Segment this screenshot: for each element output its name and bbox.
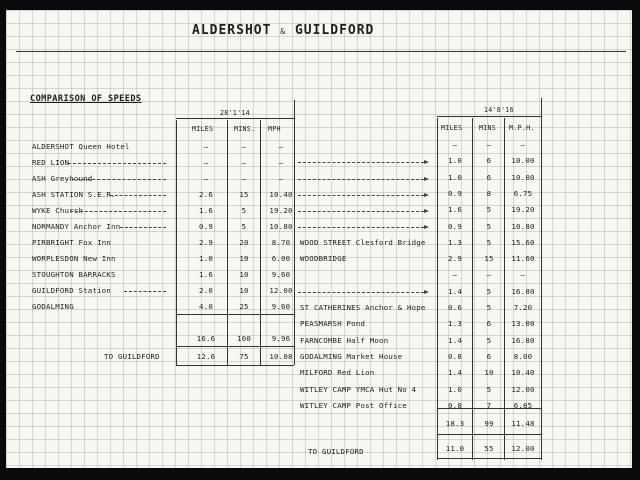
right-row-mins: 6 bbox=[486, 319, 492, 328]
left-row-leader bbox=[124, 291, 166, 292]
right-total-mins: 99 bbox=[484, 419, 494, 428]
right-row-mins: 5 bbox=[486, 222, 492, 231]
connector-arrowhead bbox=[424, 177, 429, 181]
left-bottom-rule bbox=[176, 365, 294, 366]
right-row-mph: 6.75 bbox=[513, 189, 533, 198]
left-row-place: ALDERSHOT Queen Hotel bbox=[32, 142, 130, 151]
connector-arrowhead bbox=[424, 193, 429, 197]
right-row-mph: 19.20 bbox=[511, 205, 535, 214]
right-row-miles: 1.4 bbox=[448, 368, 462, 377]
connector-dash bbox=[298, 292, 424, 293]
right-row-mph: 11.60 bbox=[511, 254, 535, 263]
right-bottom-rule bbox=[437, 458, 541, 459]
right-row-mins: 6 bbox=[486, 156, 492, 165]
right-row-place: WOOD STREET Clesford Bridge bbox=[300, 238, 426, 247]
right-row-mins: 5 bbox=[486, 238, 492, 247]
left-row-leader bbox=[68, 163, 166, 164]
left-total-mins: 100 bbox=[237, 334, 251, 343]
right-row-mins: 6 bbox=[486, 352, 492, 361]
left-row-mph: – bbox=[278, 174, 284, 183]
left-row-miles: 1.6 bbox=[199, 206, 213, 215]
left-row-miles: 1.0 bbox=[199, 254, 213, 263]
left-row-leader bbox=[70, 211, 166, 212]
left-row-miles: – bbox=[203, 142, 209, 151]
graph-paper-page bbox=[6, 10, 632, 468]
left-row-place: STOUGHTON BARRACKS bbox=[32, 270, 116, 279]
right-row-miles: 1.4 bbox=[448, 336, 462, 345]
right-row-mins: 7 bbox=[486, 401, 492, 410]
left-row-mph: – bbox=[278, 142, 284, 151]
left-row-place: ASH STATION S.E.R. bbox=[32, 190, 116, 199]
right-row-mph: 7.20 bbox=[513, 303, 533, 312]
left-row-leader bbox=[120, 227, 166, 228]
right-row-mph: 16.80 bbox=[511, 336, 535, 345]
right-row-place: MILFORD Red Lion bbox=[300, 368, 375, 377]
right-row-place: GODALMING Market House bbox=[300, 352, 403, 361]
left-row-mph: 12.00 bbox=[269, 286, 293, 295]
right-row-mins: 5 bbox=[486, 385, 492, 394]
left-row-mph: 9.60 bbox=[271, 270, 291, 279]
right-row-mph: 10.00 bbox=[511, 173, 535, 182]
left-to-guildford-mph: 10.08 bbox=[269, 352, 293, 361]
left-row-leader bbox=[110, 195, 166, 196]
right-row-mph: – bbox=[520, 140, 526, 149]
right-row-miles: 1.0 bbox=[448, 385, 462, 394]
left-row-miles: – bbox=[203, 158, 209, 167]
right-row-place: ST CATHERINES Anchor & Hope bbox=[300, 303, 426, 312]
right-row-place: FARNCOMBE Half Moon bbox=[300, 336, 389, 345]
left-row-mph: – bbox=[278, 158, 284, 167]
left-row-miles: 2.9 bbox=[199, 238, 213, 247]
left-row-mph: 10.80 bbox=[269, 222, 293, 231]
left-row-mph: 9.60 bbox=[271, 302, 291, 311]
right-row-mins: – bbox=[486, 270, 492, 279]
right-header-mins: MINS bbox=[479, 124, 497, 132]
right-row-mins: 15 bbox=[484, 254, 494, 263]
title-origin: ALDERSHOT bbox=[192, 23, 272, 38]
right-row-place: WOODBRIDGE bbox=[300, 254, 347, 263]
title-rule bbox=[16, 51, 626, 52]
left-row-miles: 2.6 bbox=[199, 190, 213, 199]
right-row-miles: 1.6 bbox=[448, 205, 462, 214]
page-title bbox=[192, 23, 374, 38]
connector-arrowhead bbox=[424, 225, 429, 229]
right-header-rule bbox=[437, 116, 541, 117]
left-row-mins: – bbox=[241, 142, 247, 151]
right-to-guildford-mins: 55 bbox=[484, 444, 494, 453]
left-row-mins: 5 bbox=[241, 206, 247, 215]
left-header-mph: MPH bbox=[268, 125, 281, 133]
connector-arrowhead bbox=[424, 209, 429, 213]
left-row-mins: 10 bbox=[239, 270, 249, 279]
left-header-rule bbox=[176, 118, 294, 119]
right-row-miles: 1.0 bbox=[448, 156, 462, 165]
right-row-miles: 0.9 bbox=[448, 222, 462, 231]
left-row-miles: 4.0 bbox=[199, 302, 213, 311]
left-row-mins: – bbox=[241, 158, 247, 167]
right-total-rule bbox=[437, 408, 541, 409]
left-row-miles: 0.9 bbox=[199, 222, 213, 231]
left-row-place: NORMANDY Anchor Inn bbox=[32, 222, 121, 231]
right-col-line bbox=[541, 98, 542, 460]
left-row-place: RED LION bbox=[32, 158, 70, 167]
right-header-mph: M.P.H. bbox=[509, 124, 535, 132]
right-row-miles: – bbox=[452, 270, 458, 279]
right-row-miles: 2.9 bbox=[448, 254, 462, 263]
left-col-line bbox=[294, 100, 295, 365]
right-to-guildford-miles: 11.0 bbox=[445, 444, 465, 453]
right-row-mph: 15.60 bbox=[511, 238, 535, 247]
connector-dash bbox=[298, 227, 424, 228]
left-row-leader bbox=[72, 179, 166, 180]
left-row-place: WORPLESDON New Inn bbox=[32, 254, 116, 263]
right-row-mph: 10.00 bbox=[511, 156, 535, 165]
right-row-miles: 1.0 bbox=[448, 173, 462, 182]
left-row-miles: – bbox=[203, 174, 209, 183]
left-row-mins: 20 bbox=[239, 238, 249, 247]
left-to-guildford-miles: 12.6 bbox=[196, 352, 216, 361]
right-row-mph: 6.85 bbox=[513, 401, 533, 410]
section-heading: COMPARISON OF SPEEDS bbox=[30, 94, 142, 104]
left-col-line bbox=[227, 120, 228, 365]
left-row-place: ASH Greyhound bbox=[32, 174, 93, 183]
left-row-mins: 25 bbox=[239, 302, 249, 311]
right-row-mins: 6 bbox=[486, 173, 492, 182]
connector-dash bbox=[298, 195, 424, 196]
left-header-mins: MINS. bbox=[234, 125, 256, 133]
right-row-mins: 5 bbox=[486, 336, 492, 345]
right-row-miles: 1.3 bbox=[448, 319, 462, 328]
left-date: 28'1'14 bbox=[220, 109, 250, 117]
right-row-miles: 0.9 bbox=[448, 189, 462, 198]
right-row-mph: 13.00 bbox=[511, 319, 535, 328]
right-row-mph: 8.00 bbox=[513, 352, 533, 361]
right-row-mins: 5 bbox=[486, 303, 492, 312]
right-row-miles: 0.8 bbox=[448, 352, 462, 361]
left-row-mph: 8.70 bbox=[271, 238, 291, 247]
right-row-mph: 10.80 bbox=[511, 222, 535, 231]
left-header-miles: MILES bbox=[192, 125, 214, 133]
right-row-mph: – bbox=[520, 270, 526, 279]
right-row-mins: – bbox=[486, 140, 492, 149]
right-total-mph: 11.48 bbox=[511, 419, 535, 428]
right-total-rule bbox=[437, 434, 541, 435]
connector-dash bbox=[298, 211, 424, 212]
title-destination: GUILDFORD bbox=[294, 23, 375, 38]
right-row-place: PEASMARSH Pond bbox=[300, 319, 366, 328]
left-row-place: WYKE Church bbox=[32, 206, 84, 215]
right-row-place: WITLEY CAMP Post Office bbox=[300, 401, 407, 410]
left-total-rule bbox=[176, 314, 294, 315]
right-row-mins: 5 bbox=[486, 287, 492, 296]
right-row-mph: 12.00 bbox=[511, 385, 535, 394]
left-total-miles: 16.6 bbox=[196, 334, 216, 343]
title-ampersand: & bbox=[280, 27, 287, 36]
right-row-miles: 0.6 bbox=[448, 303, 462, 312]
left-row-mph: 19.20 bbox=[269, 206, 293, 215]
connector-dash bbox=[298, 179, 424, 180]
left-total-rule bbox=[176, 346, 294, 347]
left-to-guildford-label: TO GUILDFORD bbox=[104, 352, 160, 361]
connector-arrowhead bbox=[424, 290, 429, 294]
right-date: 14'8'16 bbox=[484, 106, 514, 114]
left-row-place: GODALMING bbox=[32, 302, 74, 311]
left-row-miles: 2.0 bbox=[199, 286, 213, 295]
left-row-mph: 10.40 bbox=[269, 190, 293, 199]
left-row-mins: 10 bbox=[239, 254, 249, 263]
connector-dash bbox=[298, 162, 424, 163]
right-row-miles: 1.3 bbox=[448, 238, 462, 247]
right-row-miles: – bbox=[452, 140, 458, 149]
left-total-mph: 9.96 bbox=[271, 334, 291, 343]
right-row-place: WITLEY CAMP YMCA Hut No 4 bbox=[300, 385, 417, 394]
right-to-guildford-label: TO GUILDFORD bbox=[308, 447, 364, 456]
left-row-mins: – bbox=[241, 174, 247, 183]
left-row-mins: 15 bbox=[239, 190, 249, 199]
left-row-place: GUILDFORD Station bbox=[32, 286, 112, 295]
left-row-mins: 10 bbox=[239, 286, 249, 295]
left-col-line bbox=[260, 120, 261, 365]
right-row-mins: 8 bbox=[486, 189, 492, 198]
left-row-mins: 5 bbox=[241, 222, 247, 231]
left-row-miles: 1.6 bbox=[199, 270, 213, 279]
right-header-miles: MILES bbox=[441, 124, 463, 132]
right-row-miles: 0.8 bbox=[448, 401, 462, 410]
right-total-miles: 18.3 bbox=[445, 419, 465, 428]
left-to-guildford-mins: 75 bbox=[239, 352, 249, 361]
right-row-mph: 10.40 bbox=[511, 368, 535, 377]
right-row-mph: 16.80 bbox=[511, 287, 535, 296]
left-col-line bbox=[176, 120, 177, 365]
right-row-miles: 1.4 bbox=[448, 287, 462, 296]
right-row-mins: 10 bbox=[484, 368, 494, 377]
connector-arrowhead bbox=[424, 160, 429, 164]
left-row-mph: 6.00 bbox=[271, 254, 291, 263]
right-to-guildford-mph: 12.00 bbox=[511, 444, 535, 453]
right-row-mins: 5 bbox=[486, 205, 492, 214]
left-row-place: PIRBRIGHT Fox Inn bbox=[32, 238, 112, 247]
